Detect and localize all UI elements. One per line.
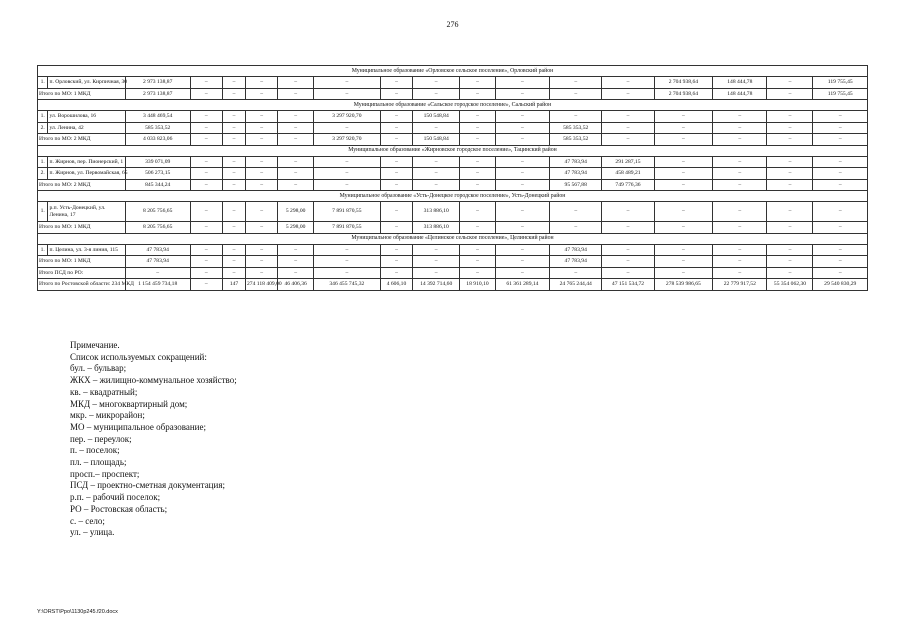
value-cell: – xyxy=(767,77,813,89)
value-cell: – xyxy=(813,156,868,168)
value-cell: – xyxy=(245,267,277,279)
value-cell: 2 973 138,87 xyxy=(125,88,190,100)
value-cell: – xyxy=(413,77,460,89)
table-row xyxy=(38,168,868,180)
value-cell: 148 444,78 xyxy=(713,88,767,100)
value-cell: – xyxy=(313,179,380,191)
value-cell: 4 033 823,06 xyxy=(125,134,190,146)
value-cell: – xyxy=(713,134,767,146)
value-cell: – xyxy=(245,122,277,134)
value-cell: 55 354 062,30 xyxy=(767,279,813,291)
value-cell: – xyxy=(413,122,460,134)
value-cell: 148 444,78 xyxy=(713,77,767,89)
value-cell: – xyxy=(190,111,222,123)
subtotal-row xyxy=(38,256,868,268)
value-cell: – xyxy=(713,168,767,180)
section-title: Муниципальное образование «Жирновское городское поселение», Тацинский район xyxy=(38,145,868,156)
value-cell: 8 205 756,65 xyxy=(125,202,190,222)
value-cell: 18 910,10 xyxy=(460,279,496,291)
value-cell: – xyxy=(190,267,222,279)
value-cell: 8 205 756,65 xyxy=(125,222,190,234)
value-cell: – xyxy=(813,122,868,134)
section-header-row xyxy=(38,145,868,156)
total-label: Итого по Ростовской области: 234 МКД xyxy=(38,279,126,291)
value-cell: 339 071,09 xyxy=(125,156,190,168)
row-number: 2. xyxy=(38,168,48,180)
subtotal-label: Итого по МО: 2 МКД xyxy=(38,134,126,146)
value-cell: – xyxy=(222,156,245,168)
value-cell: – xyxy=(767,168,813,180)
table-row xyxy=(38,122,868,134)
abbreviation-item: р.п. – рабочий поселок; xyxy=(70,492,161,503)
value-cell: 61 361 289,14 xyxy=(495,279,549,291)
value-cell: 47 783,94 xyxy=(125,244,190,256)
value-cell: – xyxy=(190,122,222,134)
value-cell: – xyxy=(550,111,602,123)
psd-total-row xyxy=(38,267,868,279)
value-cell: – xyxy=(713,179,767,191)
value-cell: – xyxy=(380,122,412,134)
subtotal-label: Итого по МО: 1 МКД xyxy=(38,256,126,268)
value-cell: – xyxy=(245,202,277,222)
value-cell: – xyxy=(602,88,654,100)
value-cell: 47 783,94 xyxy=(550,244,602,256)
value-cell: – xyxy=(550,222,602,234)
value-cell: 119 755,45 xyxy=(813,88,868,100)
value-cell: – xyxy=(313,77,380,89)
value-cell: 346 455 745,32 xyxy=(313,279,380,291)
value-cell: 3 297 920,70 xyxy=(313,111,380,123)
value-cell: – xyxy=(767,179,813,191)
value-cell: – xyxy=(190,134,222,146)
value-cell: 845 344,24 xyxy=(125,179,190,191)
row-number: 1. xyxy=(38,111,48,123)
subtotal-row xyxy=(38,134,868,146)
value-cell: – xyxy=(813,111,868,123)
value-cell: 4 606,10 xyxy=(380,279,412,291)
value-cell: – xyxy=(222,134,245,146)
value-cell: – xyxy=(380,156,412,168)
value-cell: – xyxy=(713,111,767,123)
abbreviation-item: бул. – бульвар; xyxy=(70,363,127,374)
subtotal-row xyxy=(38,179,868,191)
value-cell: – xyxy=(654,111,713,123)
value-cell: – xyxy=(813,168,868,180)
value-cell: 585 353,52 xyxy=(125,122,190,134)
value-cell: – xyxy=(278,179,314,191)
value-cell: 47 783,94 xyxy=(550,156,602,168)
grand-total-row xyxy=(38,279,868,291)
value-cell: 749 776,36 xyxy=(602,179,654,191)
section-header-row xyxy=(38,100,868,111)
value-cell: – xyxy=(767,256,813,268)
value-cell: – xyxy=(713,244,767,256)
value-cell: – xyxy=(380,244,412,256)
value-cell: – xyxy=(713,222,767,234)
value-cell: – xyxy=(190,88,222,100)
value-cell: 1 154 459 734,18 xyxy=(125,279,190,291)
value-cell: – xyxy=(495,256,549,268)
table-body xyxy=(38,66,868,291)
value-cell: 2 704 938,64 xyxy=(654,77,713,89)
value-cell: – xyxy=(222,256,245,268)
section-title: Муниципальное образование «Целинское сельское поселение», Целинский район xyxy=(38,233,868,244)
value-cell: 585 353,52 xyxy=(550,134,602,146)
value-cell: – xyxy=(222,202,245,222)
table-row xyxy=(38,77,868,89)
value-cell: – xyxy=(654,168,713,180)
value-cell: – xyxy=(222,244,245,256)
value-cell: – xyxy=(550,88,602,100)
value-cell: – xyxy=(413,156,460,168)
value-cell: – xyxy=(495,77,549,89)
value-cell: – xyxy=(495,267,549,279)
value-cell: – xyxy=(190,222,222,234)
value-cell: – xyxy=(654,156,713,168)
value-cell: – xyxy=(767,244,813,256)
value-cell: – xyxy=(413,168,460,180)
section-header-row xyxy=(38,66,868,77)
value-cell: – xyxy=(460,179,496,191)
value-cell: – xyxy=(190,202,222,222)
value-cell: – xyxy=(460,168,496,180)
value-cell: – xyxy=(550,202,602,222)
value-cell: – xyxy=(190,279,222,291)
value-cell: – xyxy=(767,134,813,146)
section-title: Муниципальное образование «Сальское городское поселение», Сальский район xyxy=(38,100,868,111)
subtotal-row xyxy=(38,88,868,100)
value-cell: – xyxy=(222,168,245,180)
value-cell: – xyxy=(245,244,277,256)
value-cell: – xyxy=(767,222,813,234)
value-cell: – xyxy=(413,256,460,268)
value-cell: – xyxy=(654,222,713,234)
value-cell: – xyxy=(713,156,767,168)
value-cell: – xyxy=(495,111,549,123)
value-cell: 7 891 870,55 xyxy=(313,202,380,222)
value-cell: – xyxy=(654,267,713,279)
value-cell: – xyxy=(654,202,713,222)
file-path-footer: Y:\ORST\Ppo\1130p245.f20.docx xyxy=(37,609,118,615)
value-cell: – xyxy=(767,156,813,168)
value-cell: – xyxy=(125,267,190,279)
value-cell: – xyxy=(278,267,314,279)
value-cell: – xyxy=(713,202,767,222)
value-cell: – xyxy=(495,222,549,234)
value-cell: – xyxy=(602,77,654,89)
value-cell: 46 406,36 xyxy=(278,279,314,291)
value-cell: – xyxy=(460,156,496,168)
abbreviation-item: МКД – многоквартирный дом; xyxy=(70,398,188,409)
value-cell: 47 783,94 xyxy=(125,256,190,268)
value-cell: – xyxy=(222,77,245,89)
value-cell: 458 489,21 xyxy=(602,168,654,180)
subtotal-label: Итого по МО: 1 МКД xyxy=(38,222,126,234)
address-cell: п. Жирнов, пер. Пионерский, 1 xyxy=(48,156,125,168)
value-cell: – xyxy=(380,222,412,234)
abbreviation-list xyxy=(70,363,237,539)
row-number: 2. xyxy=(38,122,48,134)
abbreviation-item: мкр. – микрорайон; xyxy=(70,410,145,421)
abbreviation-item: РО – Ростовская область; xyxy=(70,503,168,514)
abbreviation-item: п. – поселок; xyxy=(70,445,120,456)
value-cell: – xyxy=(654,256,713,268)
address-cell: ул. Ворошилова, 16 xyxy=(48,111,125,123)
value-cell: – xyxy=(495,168,549,180)
value-cell: – xyxy=(654,179,713,191)
value-cell: – xyxy=(222,122,245,134)
value-cell: – xyxy=(654,122,713,134)
value-cell: – xyxy=(602,256,654,268)
value-cell: – xyxy=(245,156,277,168)
value-cell: 14 392 714,60 xyxy=(413,279,460,291)
value-cell: – xyxy=(278,168,314,180)
value-cell: 7 891 870,55 xyxy=(313,222,380,234)
value-cell: – xyxy=(313,122,380,134)
value-cell: 313 886,10 xyxy=(413,222,460,234)
value-cell: – xyxy=(190,179,222,191)
value-cell: – xyxy=(767,122,813,134)
value-cell: 150 548,84 xyxy=(413,111,460,123)
value-cell: – xyxy=(602,122,654,134)
address-cell: п. Орловский, ул. Кирпичная, 30 xyxy=(48,77,125,89)
value-cell: – xyxy=(460,134,496,146)
value-cell: – xyxy=(313,168,380,180)
value-cell: – xyxy=(313,156,380,168)
row-number: 1. xyxy=(38,156,48,168)
value-cell: 3 297 920,70 xyxy=(313,134,380,146)
notes-intro: Список используемых сокращений: xyxy=(70,351,207,362)
value-cell: 3 448 469,54 xyxy=(125,111,190,123)
value-cell: 47 783,94 xyxy=(550,168,602,180)
value-cell: – xyxy=(767,202,813,222)
value-cell: – xyxy=(313,267,380,279)
value-cell: – xyxy=(380,202,412,222)
value-cell: – xyxy=(460,256,496,268)
value-cell: 274 118 409,00 xyxy=(245,279,277,291)
total-label: Итого ПСД по РО: xyxy=(38,267,126,279)
value-cell: – xyxy=(222,88,245,100)
value-cell: – xyxy=(278,122,314,134)
address-cell: ул. Ленина, 42 xyxy=(48,122,125,134)
value-cell: 506 273,15 xyxy=(125,168,190,180)
value-cell: 47 151 534,72 xyxy=(602,279,654,291)
value-cell: 5 298,00 xyxy=(278,202,314,222)
address-cell: п. Жирнов, ул. Первомайская, 65 xyxy=(48,168,125,180)
value-cell: – xyxy=(813,256,868,268)
table-row xyxy=(38,244,868,256)
value-cell: – xyxy=(495,122,549,134)
value-cell: – xyxy=(413,267,460,279)
abbreviation-item: ул. – улица. xyxy=(70,527,115,538)
capital-repair-table xyxy=(37,65,868,291)
value-cell: 150 548,84 xyxy=(413,134,460,146)
value-cell: – xyxy=(813,179,868,191)
abbreviation-item: с. – село; xyxy=(70,515,105,526)
value-cell: – xyxy=(245,111,277,123)
value-cell: 5 298,00 xyxy=(278,222,314,234)
section-header-row xyxy=(38,233,868,244)
table-row xyxy=(38,111,868,123)
row-number: 1. xyxy=(38,244,48,256)
value-cell: – xyxy=(460,267,496,279)
value-cell: – xyxy=(278,156,314,168)
value-cell: – xyxy=(190,244,222,256)
value-cell: – xyxy=(245,222,277,234)
value-cell: – xyxy=(654,134,713,146)
value-cell: – xyxy=(380,179,412,191)
value-cell: – xyxy=(413,179,460,191)
value-cell: – xyxy=(313,256,380,268)
value-cell: 313 886,10 xyxy=(413,202,460,222)
value-cell: – xyxy=(813,202,868,222)
value-cell: – xyxy=(278,77,314,89)
subtotal-label: Итого по МО: 1 МКД xyxy=(38,88,126,100)
value-cell: – xyxy=(278,244,314,256)
value-cell: – xyxy=(190,168,222,180)
value-cell: – xyxy=(767,111,813,123)
value-cell: – xyxy=(413,244,460,256)
value-cell: 29 540 830,29 xyxy=(813,279,868,291)
abbreviation-item: просп.– проспект; xyxy=(70,468,140,479)
subtotal-label: Итого по МО: 2 МКД xyxy=(38,179,126,191)
value-cell: – xyxy=(245,88,277,100)
value-cell: – xyxy=(245,256,277,268)
value-cell: – xyxy=(190,256,222,268)
table-row xyxy=(38,202,868,222)
value-cell: 95 567,88 xyxy=(550,179,602,191)
abbreviation-item: ЖКХ – жилищно-коммунальное хозяйство; xyxy=(70,375,237,386)
subtotal-row xyxy=(38,222,868,234)
value-cell: – xyxy=(380,267,412,279)
value-cell: – xyxy=(190,156,222,168)
value-cell: – xyxy=(602,267,654,279)
value-cell: – xyxy=(380,88,412,100)
value-cell: 278 539 986,65 xyxy=(654,279,713,291)
section-header-row xyxy=(38,191,868,202)
value-cell: – xyxy=(278,111,314,123)
value-cell: – xyxy=(602,222,654,234)
value-cell: – xyxy=(380,134,412,146)
value-cell: – xyxy=(767,267,813,279)
address-cell: р.п. Усть-Донецкий, ул. Ленина, 17 xyxy=(48,202,125,222)
notes-heading: Примечание. xyxy=(70,340,120,350)
value-cell: – xyxy=(245,77,277,89)
value-cell: – xyxy=(602,134,654,146)
value-cell: – xyxy=(602,244,654,256)
value-cell: 47 783,94 xyxy=(550,256,602,268)
row-number: 1. xyxy=(38,77,48,89)
value-cell: – xyxy=(495,134,549,146)
value-cell: – xyxy=(495,202,549,222)
value-cell: – xyxy=(313,244,380,256)
value-cell: – xyxy=(460,122,496,134)
value-cell: – xyxy=(222,179,245,191)
value-cell: – xyxy=(813,267,868,279)
value-cell: – xyxy=(460,111,496,123)
value-cell: – xyxy=(380,168,412,180)
value-cell: – xyxy=(222,111,245,123)
value-cell: – xyxy=(813,134,868,146)
value-cell: – xyxy=(278,134,314,146)
value-cell: 585 353,52 xyxy=(550,122,602,134)
value-cell: – xyxy=(602,111,654,123)
value-cell: 2 973 138,87 xyxy=(125,77,190,89)
value-cell: – xyxy=(713,267,767,279)
value-cell: – xyxy=(495,244,549,256)
value-cell: – xyxy=(190,77,222,89)
section-title: Муниципальное образование «Усть-Донецкое городское поселение», Усть-Донецкий район xyxy=(38,191,868,202)
value-cell: – xyxy=(313,88,380,100)
value-cell: – xyxy=(278,256,314,268)
section-title: Муниципальное образование «Орловское сельское поселение», Орловский район xyxy=(38,66,868,77)
value-cell: – xyxy=(222,267,245,279)
value-cell: – xyxy=(380,256,412,268)
value-cell: – xyxy=(550,77,602,89)
value-cell: – xyxy=(713,122,767,134)
value-cell: – xyxy=(813,244,868,256)
value-cell: – xyxy=(380,111,412,123)
abbreviation-item: пл. – площадь; xyxy=(70,457,127,468)
value-cell: 291 287,15 xyxy=(602,156,654,168)
page-number: 276 xyxy=(446,20,459,29)
value-cell: – xyxy=(602,202,654,222)
value-cell: 2 704 938,64 xyxy=(654,88,713,100)
abbreviation-item: кв. – квадратный; xyxy=(70,386,138,397)
value-cell: – xyxy=(767,88,813,100)
row-number: 1. xyxy=(38,202,48,222)
value-cell: 119 755,45 xyxy=(813,77,868,89)
abbreviation-item: ПСД – проектно-сметная документация; xyxy=(70,480,225,491)
value-cell: – xyxy=(654,244,713,256)
abbreviation-item: МО – муниципальное образование; xyxy=(70,421,206,432)
value-cell: – xyxy=(460,77,496,89)
value-cell: – xyxy=(460,244,496,256)
value-cell: – xyxy=(813,222,868,234)
value-cell: – xyxy=(278,88,314,100)
value-cell: – xyxy=(550,267,602,279)
table-row xyxy=(38,156,868,168)
value-cell: 147 xyxy=(222,279,245,291)
value-cell: 24 765 244,44 xyxy=(550,279,602,291)
value-cell: – xyxy=(222,222,245,234)
value-cell: – xyxy=(245,168,277,180)
notes-block xyxy=(70,340,237,539)
value-cell: – xyxy=(460,222,496,234)
value-cell: – xyxy=(380,77,412,89)
value-cell: – xyxy=(460,202,496,222)
value-cell: – xyxy=(713,256,767,268)
value-cell: – xyxy=(245,179,277,191)
value-cell: – xyxy=(495,88,549,100)
value-cell: – xyxy=(413,88,460,100)
value-cell: – xyxy=(495,156,549,168)
value-cell: – xyxy=(460,88,496,100)
value-cell: 22 779 917,52 xyxy=(713,279,767,291)
address-cell: п. Целина, ул. 3-я линия, 115 xyxy=(48,244,125,256)
value-cell: – xyxy=(495,179,549,191)
value-cell: – xyxy=(245,134,277,146)
abbreviation-item: пер. – переулок; xyxy=(70,433,132,444)
